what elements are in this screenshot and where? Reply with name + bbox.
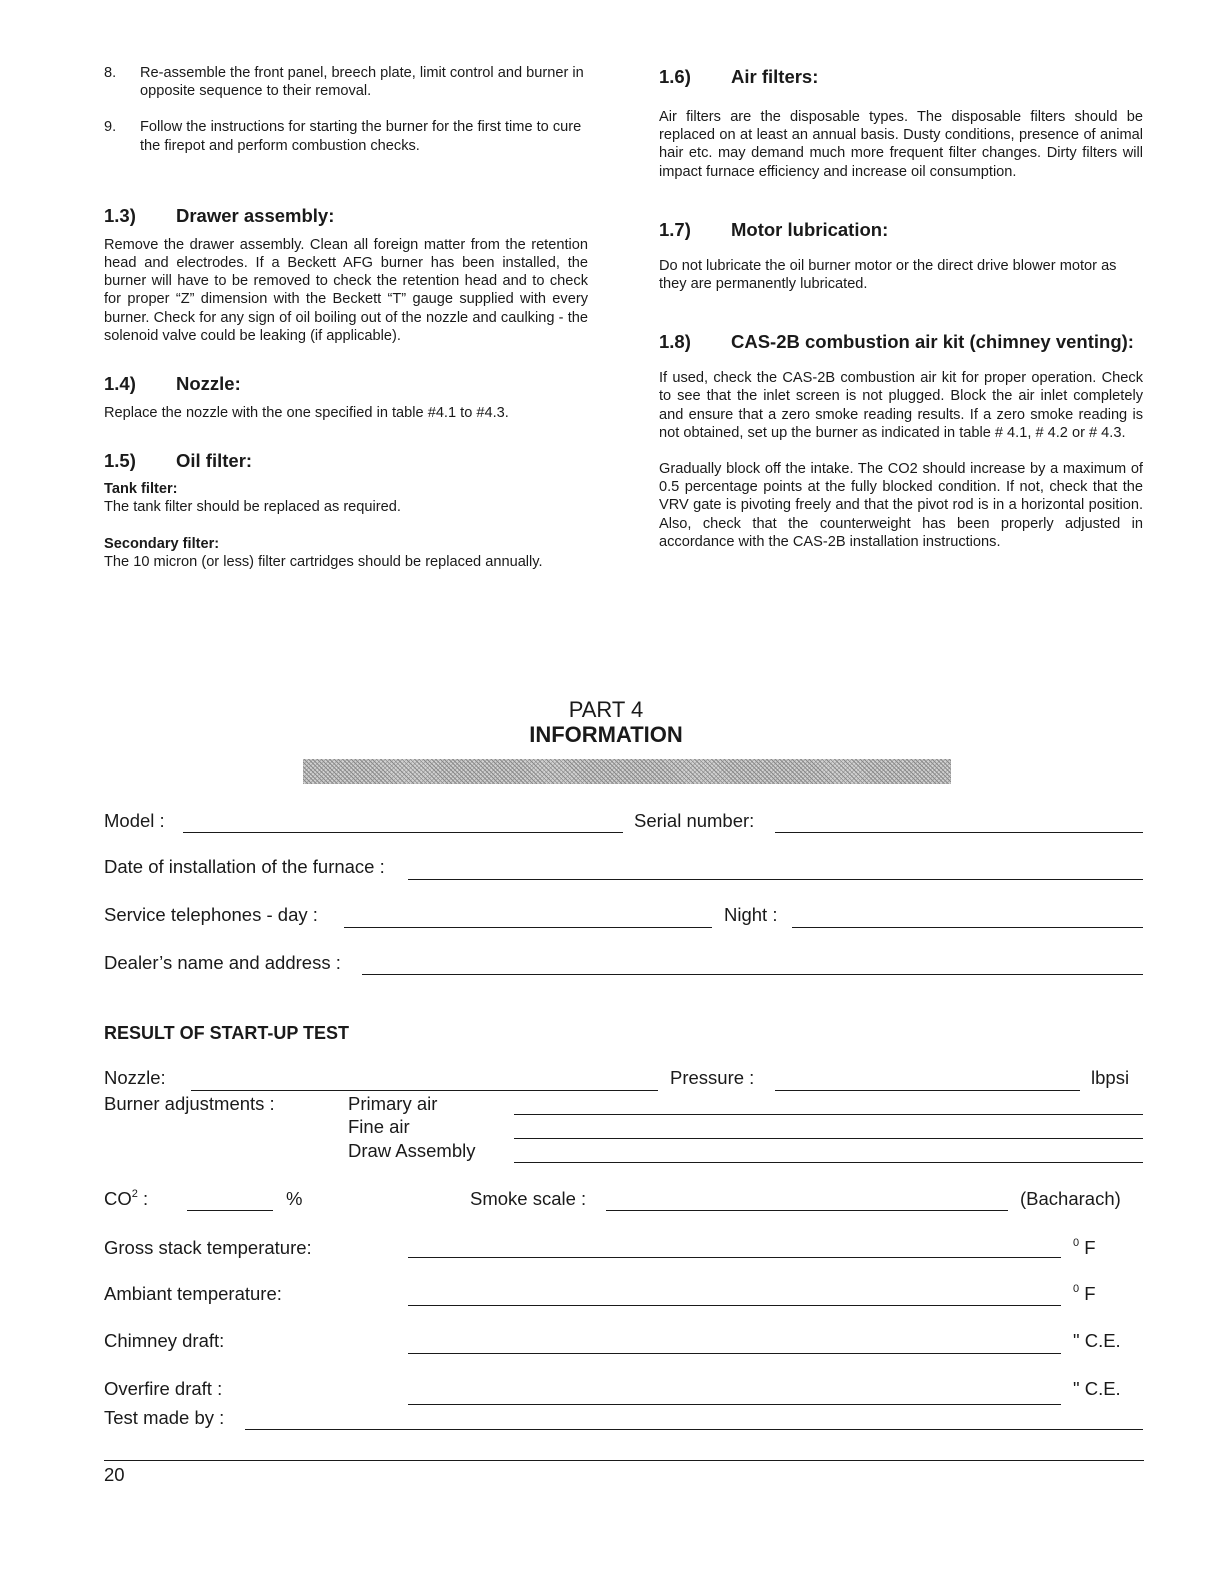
nozzle-field[interactable] [191, 1090, 658, 1091]
test-made-by-label: Test made by : [104, 1407, 225, 1428]
right-column [659, 66, 1143, 551]
secondary-filter-label: Secondary filter: [104, 535, 220, 552]
step-text: Re-assemble the front panel, breech plate, limit control and burner in opposite sequence to their removal. [140, 65, 584, 100]
primary-air-field[interactable] [514, 1114, 1143, 1115]
overfire-draft-field[interactable] [408, 1404, 1061, 1405]
section-number: 1.4) [104, 373, 136, 395]
pressure-label: Pressure : [670, 1067, 755, 1088]
step-number: 9. [104, 119, 117, 136]
section-heading-motor [659, 219, 1143, 241]
motor-body: Do not lubricate the oil burner motor or the direct drive blower motor as they are permanently lubricated. [659, 257, 1117, 293]
night-label: Night : [724, 904, 778, 925]
section-title: Drawer assembly: [176, 204, 335, 226]
step-number: 8. [104, 65, 117, 81]
model-field[interactable] [183, 832, 623, 833]
co2-colon: : [137, 1188, 149, 1209]
section-heading-oil-filter [104, 450, 588, 472]
primary-air-label: Primary air [348, 1093, 438, 1114]
night-field[interactable] [792, 927, 1143, 928]
installation-date-label: Date of installation of the furnace : [104, 856, 385, 877]
overfire-draft-unit: " C.E. [1073, 1378, 1121, 1399]
section-number: 1.7) [659, 218, 691, 240]
section-heading-nozzle [104, 373, 588, 395]
ambiant-field[interactable] [408, 1305, 1061, 1306]
co2-text: CO [104, 1188, 132, 1209]
percent-unit: % [286, 1188, 303, 1209]
bacharach-unit: (Bacharach) [1020, 1188, 1121, 1209]
section-heading-cas [659, 331, 1143, 353]
nozzle-label: Nozzle: [104, 1067, 166, 1088]
burner-adjustments-label: Burner adjustments : [104, 1093, 275, 1114]
ambiant-label: Ambiant temperature: [104, 1283, 282, 1304]
fine-air-field[interactable] [514, 1138, 1143, 1139]
service-day-label: Service telephones - day : [104, 904, 318, 925]
nozzle-body: Replace the nozzle with the one specified in table #4.1 to #4.3. [104, 405, 509, 422]
pressure-unit: lbpsi [1091, 1067, 1130, 1088]
part-title: INFORMATION [529, 722, 683, 747]
draw-assembly-label: Draw Assembly [348, 1140, 476, 1161]
gross-stack-label: Gross stack temperature: [104, 1237, 312, 1258]
fahrenheit-unit: F [1079, 1237, 1096, 1258]
part-label: PART 4 [568, 697, 644, 722]
cas-body-2: Gradually block off the intake. The CO2 should increase by a maximum of 0.5 percentage points at the fully blocked condition. If not, check that the VRV gate is pivoting freely and that the pivot rod is in a horizontal position. Also, check that the counterweight has been properly adjusted in accordance with the CAS-2B installation instructions. [659, 461, 1143, 550]
section-title: Air filters: [731, 66, 819, 87]
startup-heading: RESULT OF START-UP TEST [104, 1023, 350, 1043]
overfire-draft-label: Overfire draft : [104, 1378, 223, 1399]
serial-label: Serial number: [634, 810, 755, 831]
footer-rule [104, 1460, 1144, 1461]
section-number: 1.5) [104, 450, 136, 472]
page-number: 20 [104, 1464, 125, 1485]
hatched-divider [303, 759, 951, 784]
air-filters-body: Air filters are the disposable types. The disposable filters should be replaced on at least an annual basis. Dusty conditions, presence of animal hair etc. may demand much more frequent filter changes. Dirty filters will impact furnace efficiency and increase oil consumption. [659, 109, 1143, 180]
section-title: Motor lubrication: [731, 218, 889, 240]
test-made-by-field[interactable] [245, 1429, 1143, 1430]
dealer-label: Dealer’s name and address : [104, 952, 341, 973]
degree-superscript: 0 [1073, 1283, 1080, 1295]
chimney-draft-label: Chimney draft: [104, 1330, 225, 1351]
co2-superscript: 2 [131, 1188, 138, 1200]
section-title: Oil filter: [176, 450, 253, 472]
section-number: 1.3) [104, 204, 136, 226]
section-title: Nozzle: [176, 373, 241, 395]
co2-field[interactable] [187, 1210, 273, 1211]
cas-body-1: If used, check the CAS-2B combustion air kit for proper operation. Check to see that the inlet screen is not plugged. Block the air inlet completely and ensure that a zero smoke reading results. If a zero smoke reading is not obtained, set up the burner as indicated in table # 4.1, # 4.2 or # 4.3. [659, 370, 1143, 441]
step-text: Follow the instructions for starting the burner for the first time to cure the firepot and perform combustion checks. [140, 119, 582, 154]
section-number: 1.6) [659, 66, 691, 87]
ambiant-unit [1073, 1283, 1096, 1308]
section-title: CAS-2B combustion air kit (chimney venting): [731, 331, 1134, 353]
co2-label [104, 1188, 148, 1213]
gross-stack-field[interactable] [408, 1257, 1061, 1258]
dealer-field[interactable] [362, 974, 1143, 975]
model-label: Model : [104, 810, 165, 831]
serial-field[interactable] [775, 832, 1143, 833]
gross-stack-unit [1073, 1237, 1096, 1262]
left-column [104, 64, 588, 571]
degree-superscript: 0 [1073, 1237, 1080, 1249]
smoke-scale-label: Smoke scale : [470, 1188, 587, 1209]
chimney-draft-unit: " C.E. [1073, 1330, 1121, 1351]
fine-air-label: Fine air [348, 1116, 410, 1137]
service-day-field[interactable] [344, 927, 712, 928]
installation-date-field[interactable] [408, 879, 1143, 880]
fahrenheit-unit: F [1079, 1283, 1096, 1304]
secondary-filter-body: The 10 micron (or less) filter cartridges should be replaced annually. [104, 553, 543, 570]
pressure-field[interactable] [775, 1090, 1080, 1091]
drawer-body: Remove the drawer assembly. Clean all foreign matter from the retention head and electrodes. If a Beckett AFG burner has been installed, the burner will have to be removed to check the retention head and to check for proper “Z” dimension with the Beckett “T” gauge supplied with every burner. Check for any sign of oil boiling out of the nozzle and caulking - the solenoid valve could be leaking (if applicable). [104, 236, 588, 344]
smoke-scale-field[interactable] [606, 1210, 1008, 1211]
chimney-draft-field[interactable] [408, 1353, 1061, 1354]
section-heading-drawer [104, 205, 588, 227]
section-heading-air-filters [659, 66, 1143, 88]
section-number: 1.8) [659, 331, 691, 353]
step-8 [104, 64, 588, 100]
tank-filter-label: Tank filter: [104, 481, 178, 498]
draw-assembly-field[interactable] [514, 1162, 1143, 1163]
step-9 [104, 118, 588, 154]
tank-filter-body: The tank filter should be replaced as required. [104, 499, 401, 516]
